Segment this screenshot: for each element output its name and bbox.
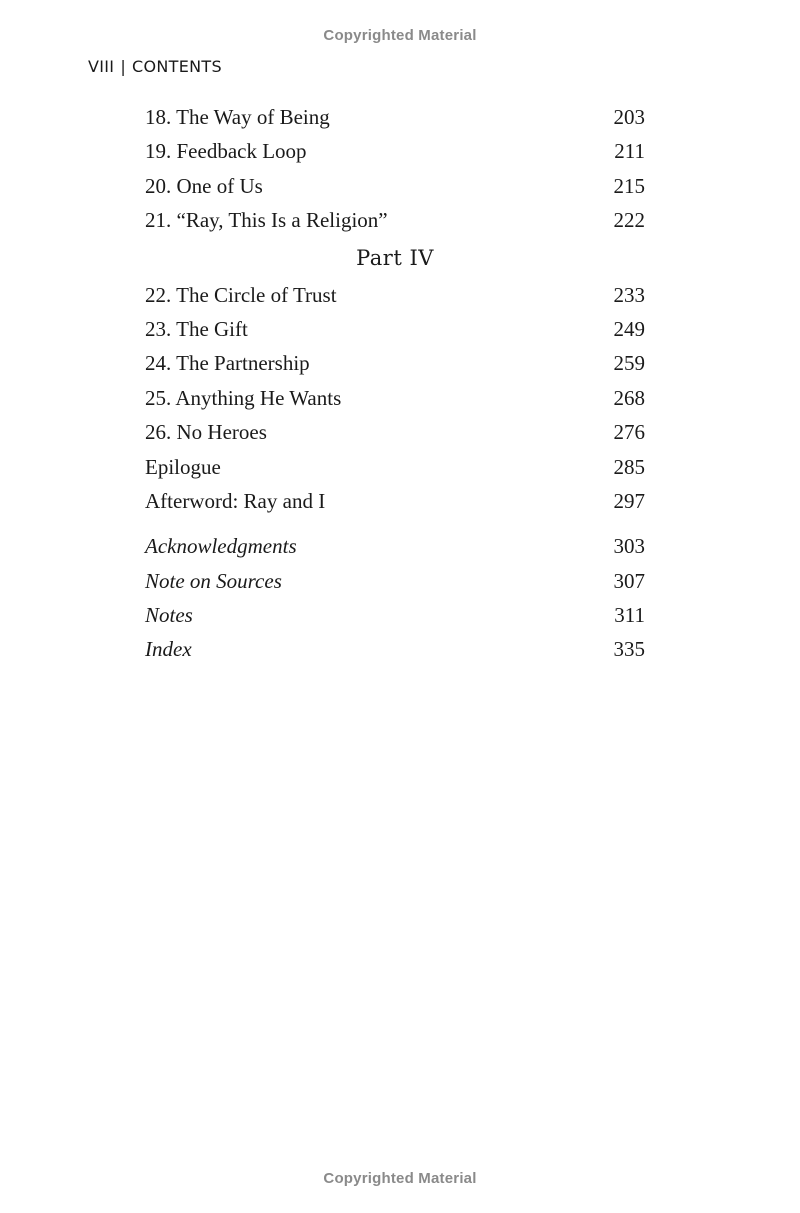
toc-entry bbox=[145, 100, 645, 134]
page-number: VIII bbox=[88, 57, 115, 76]
toc-entry bbox=[145, 415, 645, 449]
toc-entry-title: 25. Anything He Wants bbox=[145, 385, 342, 410]
toc-entry bbox=[145, 632, 645, 666]
toc-entry bbox=[145, 484, 645, 518]
section-gap bbox=[145, 518, 645, 529]
toc-entry-page: 285 bbox=[613, 454, 645, 479]
toc-entry-title: 20. One of Us bbox=[145, 173, 263, 198]
table-of-contents bbox=[145, 100, 645, 667]
toc-entry bbox=[145, 134, 645, 168]
part-heading: Part IV bbox=[356, 245, 434, 270]
toc-entry-page: 303 bbox=[613, 534, 645, 559]
running-head-separator: | bbox=[120, 57, 127, 76]
toc-entry-page: 311 bbox=[614, 603, 645, 628]
toc-entry-page: 233 bbox=[613, 282, 645, 307]
toc-entry-page: 268 bbox=[613, 385, 645, 410]
toc-entry-title: 21. “Ray, This Is a Religion” bbox=[145, 208, 388, 233]
toc-entry bbox=[145, 346, 645, 380]
toc-entry-title: Notes bbox=[145, 603, 193, 628]
toc-entry bbox=[145, 381, 645, 415]
toc-entry-page: 215 bbox=[613, 173, 645, 198]
toc-entry-page: 211 bbox=[614, 139, 645, 164]
toc-entry-page: 249 bbox=[613, 316, 645, 341]
toc-entry bbox=[145, 564, 645, 598]
toc-entry-title: 18. The Way of Being bbox=[145, 105, 330, 129]
toc-entry bbox=[145, 529, 645, 563]
toc-entry-title: Acknowledgments bbox=[145, 534, 297, 559]
toc-entry-title: 22. The Circle of Trust bbox=[145, 282, 337, 307]
toc-entry bbox=[145, 169, 645, 203]
running-head-section: CONTENTS bbox=[132, 57, 222, 76]
toc-entry bbox=[145, 203, 645, 237]
copyright-watermark-top: Copyrighted Material bbox=[323, 27, 477, 44]
toc-entry bbox=[145, 312, 645, 346]
toc-entry-page: 297 bbox=[613, 488, 645, 513]
running-head bbox=[88, 57, 222, 76]
toc-entry-title: Note on Sources bbox=[145, 568, 282, 593]
toc-entry-title: Epilogue bbox=[145, 454, 221, 479]
toc-entry bbox=[145, 450, 645, 484]
toc-entry-page: 222 bbox=[613, 208, 645, 233]
toc-entry-title: Index bbox=[145, 637, 192, 662]
toc-entry-title: 23. The Gift bbox=[145, 316, 248, 341]
toc-entry bbox=[145, 598, 645, 632]
toc-entry-title: Afterword: Ray and I bbox=[145, 488, 326, 513]
toc-entry-title: 26. No Heroes bbox=[145, 420, 267, 445]
toc-entry-title: 24. The Partnership bbox=[145, 351, 310, 376]
toc-entry-page: 203 bbox=[613, 105, 645, 129]
toc-entry bbox=[145, 278, 645, 312]
toc-entry-page: 276 bbox=[613, 420, 645, 445]
toc-entry-title: 19. Feedback Loop bbox=[145, 139, 307, 164]
toc-entry-page: 307 bbox=[613, 568, 645, 593]
toc-entry-page: 259 bbox=[613, 351, 645, 376]
copyright-watermark-bottom: Copyrighted Material bbox=[323, 1170, 477, 1187]
toc-entry-page: 335 bbox=[613, 637, 645, 662]
